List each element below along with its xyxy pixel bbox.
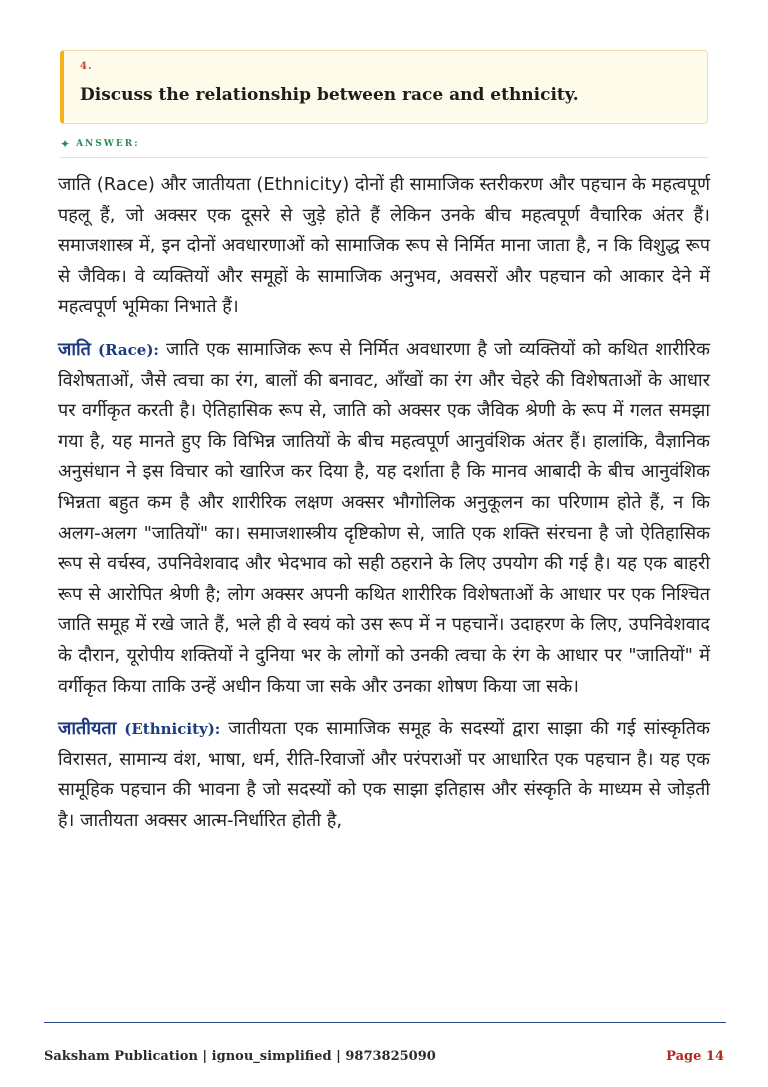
page-number: Page 14	[666, 1049, 724, 1064]
footer-publisher: Saksham Publication | ignou_simplified | 9873825090	[44, 1049, 436, 1064]
question-number: 4.	[80, 61, 93, 72]
ethnicity-paragraph	[58, 714, 710, 836]
answer-heading	[60, 138, 140, 150]
answer-label: ANSWER:	[76, 139, 140, 149]
answer-content	[58, 170, 710, 848]
ethnicity-body: जातीयता एक सामाजिक समूह के सदस्यों द्वारा साझा की गई सांस्कृतिक विरासत, सामान्य वंश, भाषा, धर्म, रीति-रिवाजों और परंपराओं पर आधारित एक पहचान है। यह एक सामूहिक पहचान की भावना है जो सदस्यों को एक साझा इतिहास और संस्कृति के माध्यम से जोड़ती है। जातीयता अक्सर आत्म-निर्धारित होती है,	[58, 718, 710, 831]
ethnicity-term-english: (Ethnicity):	[124, 720, 221, 739]
answer-divider	[60, 157, 708, 158]
sparkle-icon: ✦	[60, 137, 71, 151]
race-paragraph	[58, 335, 710, 702]
intro-paragraph: जाति (Race) और जातीयता (Ethnicity) दोनों ही सामाजिक स्तरीकरण और पहचान के महत्वपूर्ण पहलू हैं, जो अक्सर एक दूसरे से जुड़े होते हैं लेकिन उनके बीच महत्वपूर्ण वैचारिक अंतर हैं। समाजशास्त्र में, इन दोनों अवधारणाओं को सामाजिक रूप से निर्मित माना जाता है, न कि विशुद्ध रूप से जैविक। वे व्यक्तियों और समूहों के सामाजिक अनुभव, अवसरों और पहचान को आकार देने में महत्वपूर्ण भूमिका निभाते हैं।	[58, 174, 710, 318]
race-body: जाति एक सामाजिक रूप से निर्मित अवधारणा है जो व्यक्तियों को कथित शारीरिक विशेषताओं, जैसे त्वचा का रंग, बालों की बनावट, आँखों का रंग और चेहरे की विशेषताओं के आधार पर वर्गीकृत करती है। ऐतिहासिक रूप से, जाति को अक्सर एक जैविक श्रेणी के रूप में गलत समझा गया है, यह मानते हुए कि विभिन्न जातियों के बीच महत्वपूर्ण आनुवंशिक अंतर हैं। हालांकि, वैज्ञानिक अनुसंधान ने इस विचार को खारिज कर दिया है, यह दर्शाता है कि मानव आबादी के बीच आनुवंशिक भिन्नता बहुत कम है और शारीरिक लक्षण अक्सर भौगोलिक अनुकूलन का परिणाम होते हैं, न कि अलग-अलग "जातियों" का। समाजशास्त्रीय दृष्टिकोण से, जाति एक शक्ति संरचना है जो ऐतिहासिक रूप से वर्चस्व, उपनिवेशवाद और भेदभाव को सही ठहराने के लिए उपयोग की गई है। यह एक बाहरी रूप से आरोपित श्रेणी है; लोग अक्सर अपनी कथित शारीरिक विशेषताओं के आधार पर एक निश्चित जाति समूह में रखे जाते हैं, भले ही वे स्वयं को उस रूप में न पहचानें। उदाहरण के लिए, उपनिवेशवाद के दौरान, यूरोपीय शक्तियों ने दुनिया भर के लोगों को उनकी त्वचा के रंग के आधार पर "जातियों" में वर्गीकृत किया ताकि उन्हें अधीन किया जा सके और उनका शोषण किया जा सके।	[58, 338, 710, 697]
question-text: Discuss the relationship between race and ethnicity.	[80, 85, 579, 105]
ethnicity-term: जातीयता	[58, 718, 117, 740]
question-box	[60, 50, 708, 124]
race-term-english: (Race):	[98, 340, 159, 359]
footer-divider	[44, 1022, 726, 1023]
race-term: जाति	[58, 338, 91, 360]
